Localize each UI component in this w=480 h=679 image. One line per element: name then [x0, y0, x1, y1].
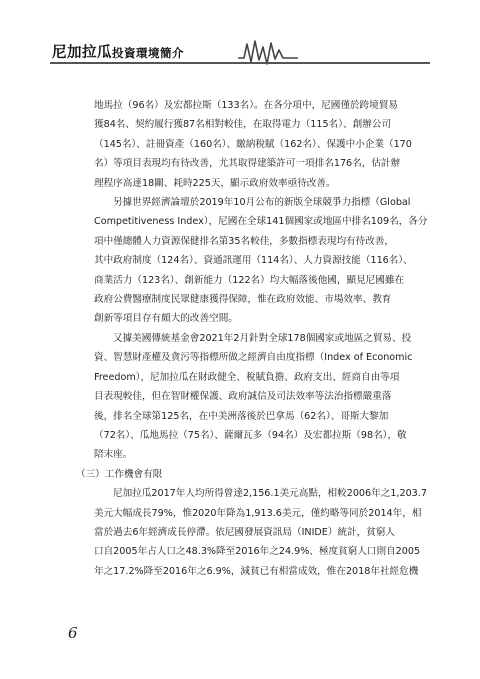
text-line: 商業活力（123名）、創新能力（122名）均大幅落後他國，顯見尼國雖在 — [94, 274, 405, 286]
text-line: 地馬拉（96名）及宏都拉斯（133名）。在各分項中，尼國僅於跨境貿易 — [94, 100, 398, 111]
header-title-sub: 投資環境簡介 — [112, 46, 184, 60]
section-heading: （三）工作機會有限 — [76, 468, 163, 480]
paragraph-4 — [94, 484, 427, 581]
text-line: 後，排名全球第125名，在中美洲落後於巴拿馬（62名）、哥斯大黎加 — [94, 410, 389, 422]
text-line: 目表現較佳，但在智財權保護、政府誠信及司法效率等法治指標嚴重落 — [94, 391, 392, 403]
paragraph-1 — [94, 96, 416, 193]
text-line: 另據世界經濟論壇於2019年10月公布的新版全球競爭力指標（Global — [113, 197, 411, 209]
header-title — [52, 41, 184, 62]
text-line: Competitiveness Index），尼國在全球141個國家或地區中排名109名，各分 — [94, 216, 428, 228]
text-line: 創新等項目存有頗大的改善空間。 — [94, 313, 238, 325]
text-line: 資、智慧財產權及貪污等指標所做之經濟自由度指標（Index of Economic — [94, 352, 413, 364]
text-line: Freedom），尼加拉瓜在財政健全、稅賦負擔、政府支出、經商自由等項 — [94, 371, 400, 383]
text-line: 當於過去6年經濟成長停滯。依尼國發展資訊局（INIDE）統計，貧窮人 — [94, 526, 396, 538]
text-line: 美元大幅成長79%，惟2020年降為1,913.6美元，僅約略等同於2014年，相 — [94, 507, 422, 519]
header-title-main: 尼加拉瓜 — [52, 45, 112, 61]
paragraph-3 — [94, 329, 416, 465]
text-line: 年之17.2%降至2016年之6.9%，減貧已有相當成效，惟在2018年社經危機 — [94, 565, 419, 577]
text-line: 理程序高達18關、耗時225天，顯示政府效率亟待改善。 — [94, 177, 336, 189]
text-line: 項中僅總體人力資源保健排名第35名較佳，多數指標表現均有待改善， — [94, 235, 395, 247]
text-line: 獲84名、契約履行獲87名相對較佳，在取得電力（115名）、創辦公司 — [94, 119, 391, 131]
text-line: 其中政府制度（124名）、資通訊運用（114名）、人力資源技能（116名）、 — [94, 255, 413, 267]
body-text — [76, 96, 428, 581]
text-line: （145名）、註冊資產（160名）、繳納稅賦（162名）、保護中小企業（170 — [94, 138, 412, 150]
text-line: （72名）、瓜地馬拉（75名）、薩爾瓦多（94名）及宏都拉斯（98名），敬 — [94, 429, 407, 441]
text-line: 尼加拉瓜2017年人均所得曾達2,156.1美元高點，相較2006年之1,203.7 — [113, 488, 427, 500]
text-line: 口自2005年占人口之48.3%降至2016年之24.9%、極度貧窮人口則自2005 — [94, 546, 421, 558]
page-number: 6 — [68, 624, 78, 642]
text-line: 政府公費醫療制度民眾健康獲得保障，惟在政府效能、市場效率、教育 — [94, 294, 392, 306]
header-rule — [50, 62, 430, 64]
text-line: 陪末座。 — [94, 449, 133, 461]
paragraph-2 — [94, 193, 428, 329]
text-line: 名）等項目表現均有待改善，尤其取得建築許可一項排名176名，估計辦 — [94, 158, 401, 170]
text-line: 又據美國傳統基金會2021年2月針對全球178個國家或地區之貿易、投 — [113, 332, 412, 344]
